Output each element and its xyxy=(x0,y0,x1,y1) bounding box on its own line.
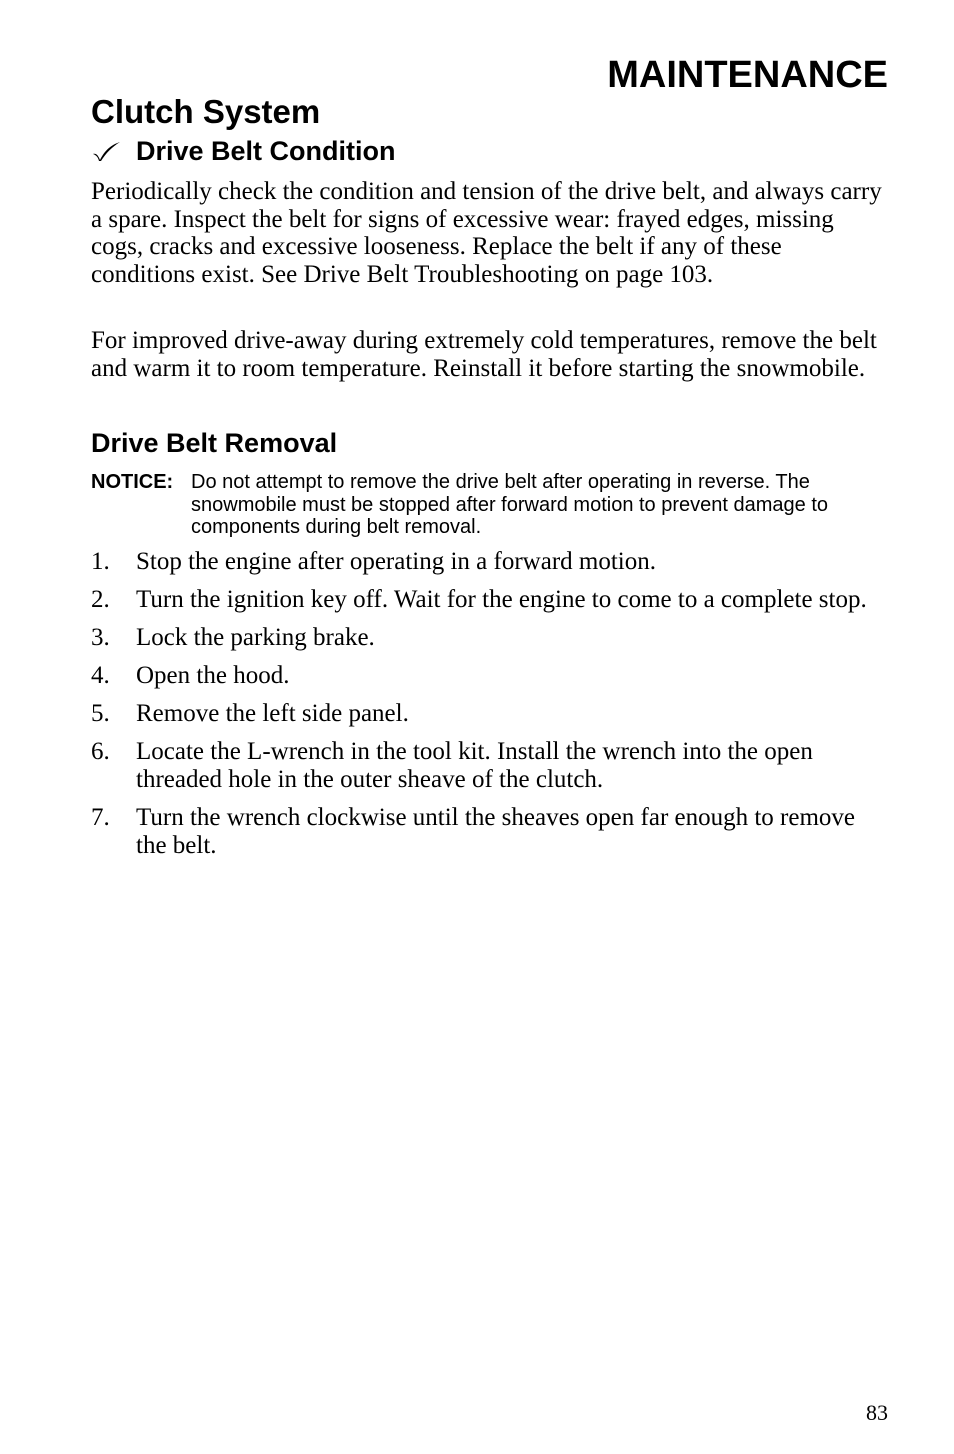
paragraph-cold-temperature: For improved drive-away during extremely cold temperatures, remove the belt and warm it to room temperature. Reinstall it before starting the snowmobile. xyxy=(91,327,877,382)
step-number: 5. xyxy=(91,700,110,727)
step-text: Remove the left side panel. xyxy=(136,700,409,727)
step-number: 7. xyxy=(91,804,110,831)
step-text: Stop the engine after operating in a forward motion. xyxy=(136,548,656,575)
list-item xyxy=(91,624,891,652)
removal-title: Drive Belt Removal xyxy=(91,428,338,458)
step-number: 6. xyxy=(91,738,110,765)
step-text: Open the hood. xyxy=(136,662,290,689)
section-title: Clutch System xyxy=(91,93,321,130)
step-number: 3. xyxy=(91,624,110,651)
notice-label: NOTICE: xyxy=(91,471,174,493)
paragraph-belt-condition: Periodically check the condition and tension of the drive belt, and always carry a spare. Inspect the belt for signs of excessive wear: frayed edges, missing cogs, cracks and excessive looseness. Replace the belt if any of these conditions exist. See Drive Belt Troubleshooting on page 103. xyxy=(91,178,882,288)
step-number: 2. xyxy=(91,586,110,613)
chapter-title: MAINTENANCE xyxy=(607,54,888,96)
list-item xyxy=(91,804,891,860)
list-item xyxy=(91,738,891,794)
list-item xyxy=(91,662,891,690)
list-item xyxy=(91,586,891,614)
step-text: Lock the parking brake. xyxy=(136,624,375,651)
notice-text: Do not attempt to remove the drive belt after operating in reverse. The snowmobile must be stopped after forward motion to prevent damage to components during belt removal. xyxy=(191,471,829,538)
list-item xyxy=(91,548,891,576)
step-text: Turn the wrench clockwise until the sheaves open far enough to remove the belt. xyxy=(136,804,856,859)
step-number: 4. xyxy=(91,662,110,689)
step-text: Locate the L-wrench in the tool kit. Install the wrench into the open threaded hole in the outer sheave of the clutch. xyxy=(136,738,813,793)
page-number: 83 xyxy=(866,1400,888,1425)
subsection-title: Drive Belt Condition xyxy=(136,136,396,166)
removal-steps xyxy=(91,548,891,870)
notice-block xyxy=(91,471,891,539)
checkmark-icon xyxy=(91,140,121,162)
list-item xyxy=(91,700,891,728)
step-text: Turn the ignition key off. Wait for the engine to come to a complete stop. xyxy=(136,586,867,613)
subsection-heading xyxy=(91,134,396,168)
step-number: 1. xyxy=(91,548,110,575)
